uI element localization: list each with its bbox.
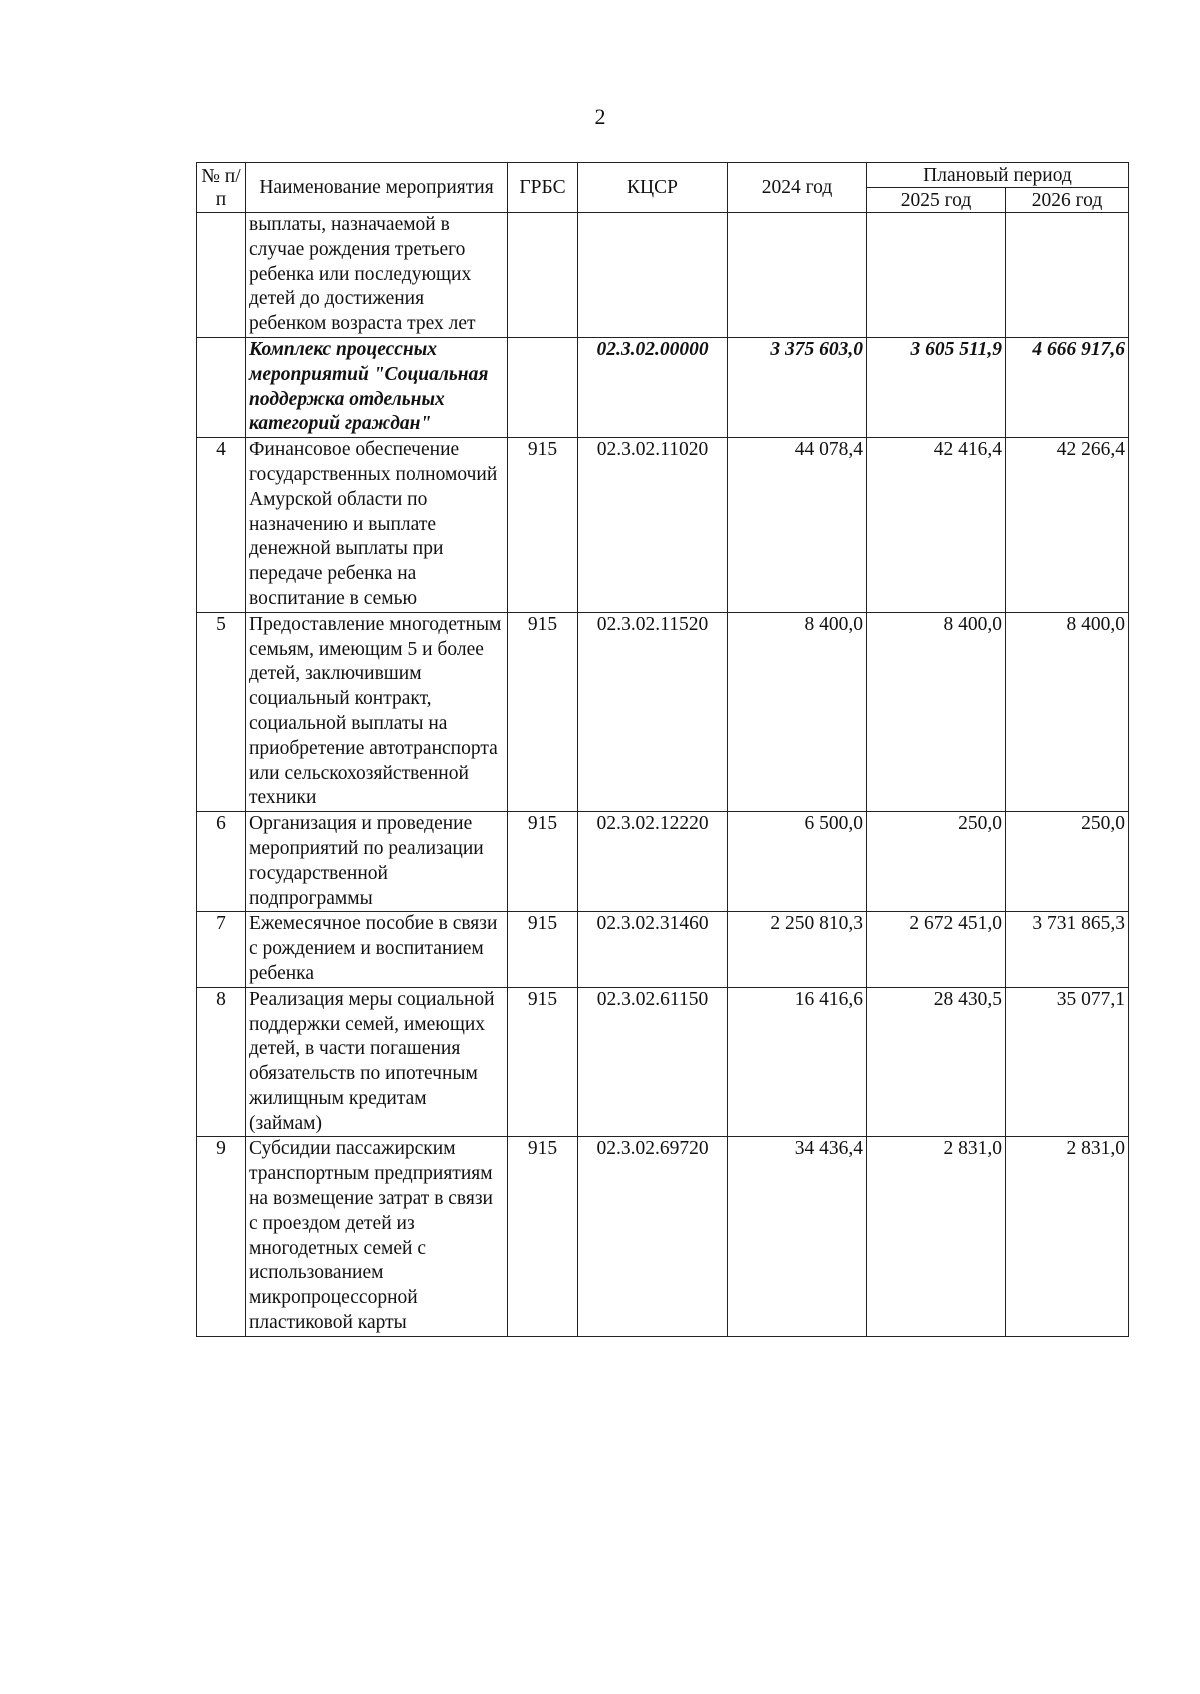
row-num (197, 337, 246, 437)
row-2024: 44 078,4 (728, 438, 867, 613)
row-grbs: 915 (508, 438, 578, 613)
row-2026: 2 831,0 (1006, 1137, 1129, 1336)
header-2024: 2024 год (728, 163, 867, 213)
table-row (197, 1137, 1129, 1336)
table-header (197, 163, 1129, 213)
row-name: Комплекс процессных мероприятий "Социальная поддержка отдельных категорий граждан" (246, 337, 508, 437)
row-2026: 35 077,1 (1006, 987, 1129, 1137)
table-row (197, 912, 1129, 987)
row-2025 (867, 213, 1006, 338)
row-name: выплаты, назначаемой в случае рождения третьего ребенка или последующих детей до достижения ребенком возраста трех лет (246, 213, 508, 338)
row-2024: 8 400,0 (728, 612, 867, 811)
row-grbs: 915 (508, 912, 578, 987)
row-grbs: 915 (508, 1137, 578, 1336)
row-num: 7 (197, 912, 246, 987)
row-grbs (508, 213, 578, 338)
row-2024 (728, 213, 867, 338)
row-num: 8 (197, 987, 246, 1137)
row-grbs: 915 (508, 812, 578, 912)
table-row-complex (197, 337, 1129, 437)
row-num (197, 213, 246, 338)
row-kcsr: 02.3.02.11520 (578, 612, 728, 811)
row-2024: 16 416,6 (728, 987, 867, 1137)
header-grbs: ГРБС (508, 163, 578, 213)
header-2026: 2026 год (1006, 188, 1129, 213)
row-2025: 2 831,0 (867, 1137, 1006, 1336)
row-2025: 8 400,0 (867, 612, 1006, 811)
row-2026: 42 266,4 (1006, 438, 1129, 613)
header-name: Наименование мероприятия (246, 163, 508, 213)
row-kcsr: 02.3.02.61150 (578, 987, 728, 1137)
row-2026: 3 731 865,3 (1006, 912, 1129, 987)
table-row (197, 987, 1129, 1137)
row-2026 (1006, 213, 1129, 338)
row-grbs: 915 (508, 612, 578, 811)
row-name: Субсидии пассажирским транспортным предприятиям на возмещение затрат в связи с проездом детей из многодетных семей с использованием микропроцессорной пластиковой карты (246, 1137, 508, 1336)
row-2026: 4 666 917,6 (1006, 337, 1129, 437)
row-2024: 34 436,4 (728, 1137, 867, 1336)
row-2025: 42 416,4 (867, 438, 1006, 613)
table-row-continuation (197, 213, 1129, 338)
row-2025: 28 430,5 (867, 987, 1006, 1137)
header-kcsr: КЦСР (578, 163, 728, 213)
row-2025: 250,0 (867, 812, 1006, 912)
page-number: 2 (594, 104, 606, 129)
row-kcsr (578, 213, 728, 338)
row-2024: 6 500,0 (728, 812, 867, 912)
row-name: Финансовое обеспечение государственных полномочий Амурской области по назначению и выплате денежной выплаты при передаче ребенка на воспитание в семью (246, 438, 508, 613)
row-kcsr: 02.3.02.00000 (578, 337, 728, 437)
header-planned-period: Плановый период (867, 163, 1129, 188)
row-2024: 3 375 603,0 (728, 337, 867, 437)
row-grbs (508, 337, 578, 437)
row-kcsr: 02.3.02.31460 (578, 912, 728, 987)
header-2025: 2025 год (867, 188, 1006, 213)
row-grbs: 915 (508, 987, 578, 1137)
table-row (197, 812, 1129, 912)
row-num: 5 (197, 612, 246, 811)
row-num: 6 (197, 812, 246, 912)
row-2024: 2 250 810,3 (728, 912, 867, 987)
row-2025: 2 672 451,0 (867, 912, 1006, 987)
row-2026: 250,0 (1006, 812, 1129, 912)
row-2026: 8 400,0 (1006, 612, 1129, 811)
row-num: 9 (197, 1137, 246, 1336)
row-kcsr: 02.3.02.12220 (578, 812, 728, 912)
row-num: 4 (197, 438, 246, 613)
row-name: Реализация меры социальной поддержки семей, имеющих детей, в части погашения обязательств по ипотечным жилищным кредитам (займам) (246, 987, 508, 1137)
row-name: Организация и проведение мероприятий по реализации государственной подпрограммы (246, 812, 508, 912)
table-row (197, 438, 1129, 613)
row-kcsr: 02.3.02.69720 (578, 1137, 728, 1336)
header-num: № п/п (197, 163, 246, 213)
row-name: Ежемесячное пособие в связи с рождением и воспитанием ребенка (246, 912, 508, 987)
row-kcsr: 02.3.02.11020 (578, 438, 728, 613)
row-2025: 3 605 511,9 (867, 337, 1006, 437)
table-row (197, 612, 1129, 811)
budget-table (196, 162, 1129, 1337)
row-name: Предоставление многодетным семьям, имеющим 5 и более детей, заключившим социальный контракт, социальной выплаты на приобретение автотранспорта или сельскохозяйственной техники (246, 612, 508, 811)
